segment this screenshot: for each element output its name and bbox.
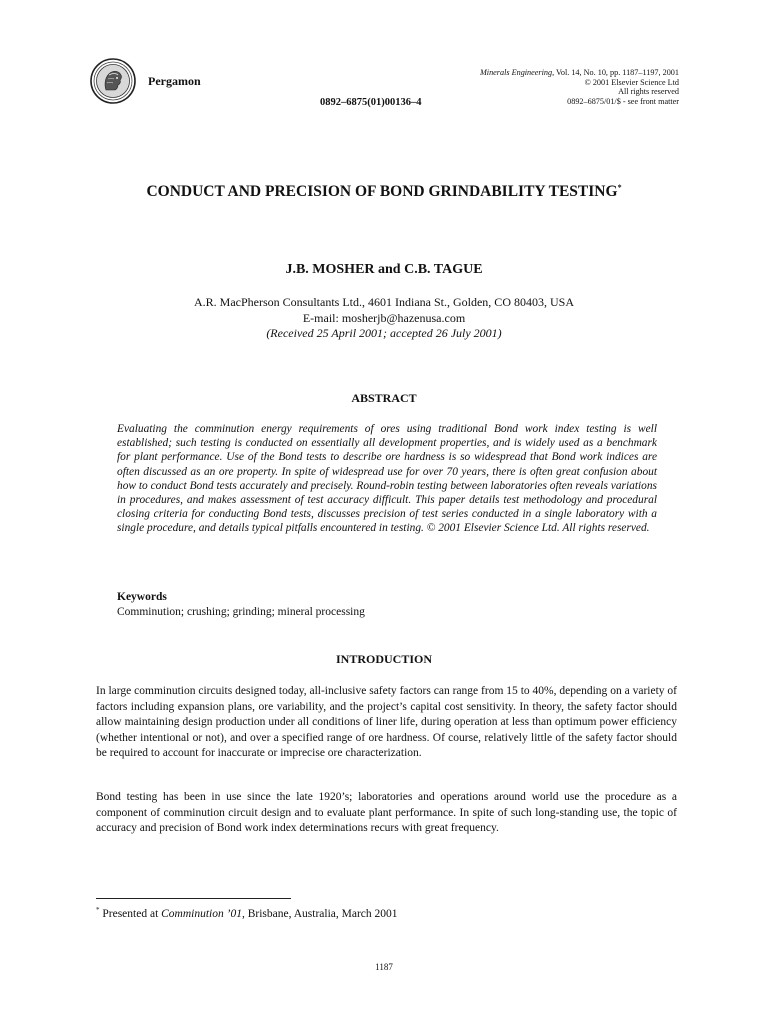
- paper-title: [0, 183, 768, 201]
- issn-line: 0892–6875/01/$ - see front matter: [567, 96, 679, 106]
- keywords-text: Comminution; crushing; grinding; mineral processing: [117, 606, 365, 618]
- footnote-suffix: , Brisbane, Australia, March 2001: [241, 907, 398, 920]
- footnote-mark: *: [96, 906, 100, 914]
- abstract-text: Evaluating the comminution energy requirements of ores using traditional Bond work index testing is well established; such testing is conducted on essentially all development properties, and is widely used as a benchmark for plant performance. Use of the Bond tests to describe ore hardness is so widespread that Bond work indices are often discussed as an ore property. In spite of widespread use for over 70 years, there is often great confusion about how to conduct Bond tests accurately and precisely. Round-robin testing between laboratories often reveals variations in procedures, and makes assessment of test accuracy difficult. This paper details test methodology and procedural closing criteria for conducting Bond tests, discusses precision of test series conducted in a single laboratory with a single procedure, and details typical pitfalls encountered in testing. © 2001 Elsevier Science Ltd. All rights reserved.: [117, 423, 657, 535]
- journal-citation: [480, 68, 679, 78]
- keywords-heading: Keywords: [117, 591, 167, 603]
- journal-volume: Vol. 14, No. 10, pp. 1187–1197, 2001: [554, 68, 679, 77]
- affiliation: A.R. MacPherson Consultants Ltd., 4601 Indiana St., Golden, CO 80403, USA: [194, 295, 574, 309]
- pergamon-logo-icon: [90, 58, 136, 104]
- email: E-mail: mosherjb@hazenusa.com: [302, 310, 466, 325]
- rights-line: All rights reserved: [618, 87, 679, 97]
- journal-info: [480, 68, 679, 106]
- abstract-heading: ABSTRACT: [351, 391, 417, 405]
- copyright-line: © 2001 Elsevier Science Ltd: [584, 77, 679, 87]
- journal-name: Minerals Engineering,: [479, 68, 555, 77]
- doi: 0892–6875(01)00136–4: [320, 97, 422, 108]
- footnote-prefix: Presented at: [99, 907, 162, 920]
- introduction-paragraph-2: Bond testing has been in use since the late 1920’s; laboratories and operations around world use the procedure as a component of comminution circuit design and to evaluate plant performance. In spite of such long-standing use, the topic of accuracy and precision of Bond work index determinations recurs with great frequency.: [96, 791, 677, 834]
- introduction-paragraph-1: In large comminution circuits designed today, all-inclusive safety factors can range from 15 to 40%, depending on a variety of factors including expansion plans, ore variability, and the project’s capital cost sensitivity. In theory, the safety factor should allow maintaining design production under all conditions of liner life, during operation at less than optimum power efficiency (whether intentional or not), and over a specified range of ore hardness. Of course, relatively little of the safety factor should be required to account for inaccurate or imprecise ore characterization.: [96, 685, 677, 759]
- title-footnote-mark: *: [617, 183, 622, 192]
- page-number: 1187: [375, 962, 393, 972]
- footnote: [96, 906, 398, 920]
- introduction-heading: INTRODUCTION: [335, 652, 432, 666]
- authors: J.B. MOSHER and C.B. TAGUE: [285, 262, 483, 277]
- publisher-name: Pergamon: [148, 74, 201, 88]
- affiliation-block: [0, 295, 768, 342]
- received-dates: (Received 25 April 2001; accepted 26 July 2001): [266, 326, 502, 340]
- footnote-divider: [96, 898, 291, 899]
- paper-title-text: CONDUCT AND PRECISION OF BOND GRINDABILITY TESTING: [146, 183, 618, 201]
- footnote-event: Comminution ’01: [161, 907, 242, 920]
